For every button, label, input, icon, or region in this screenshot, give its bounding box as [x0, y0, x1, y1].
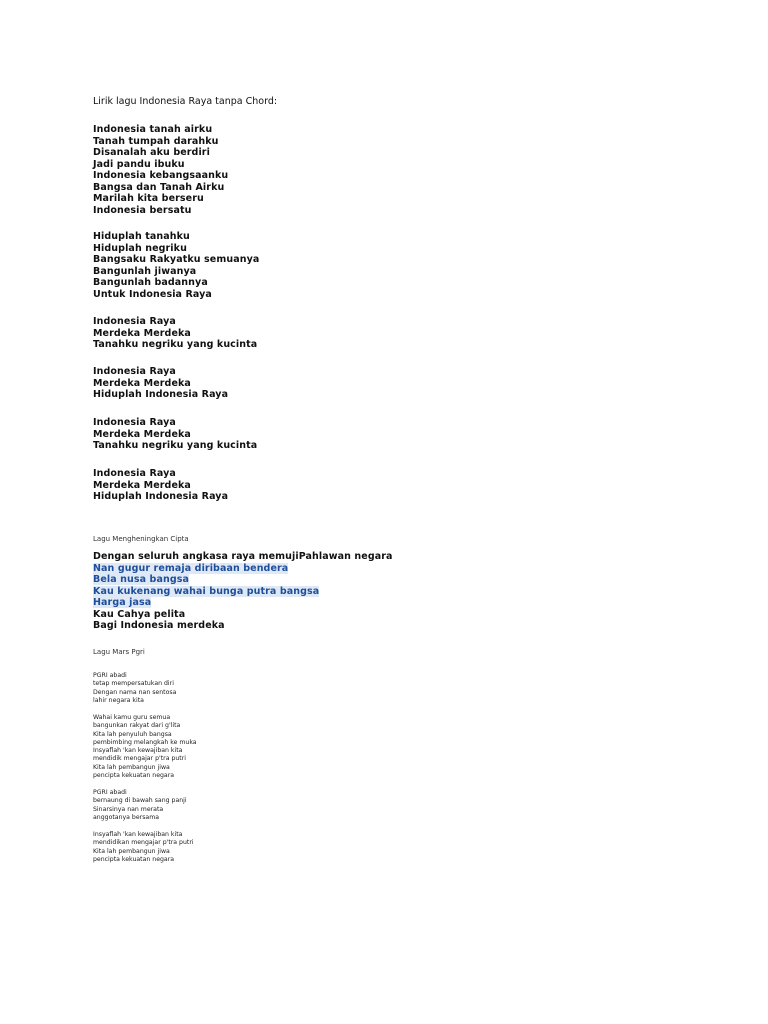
document-page — [93, 0, 733, 1024]
lyric-line: Insyaflah 'kan kewajiban kita — [93, 747, 183, 755]
lyric-line: Marilah kita berseru — [93, 193, 204, 204]
lyric-line: pembimbing melangkah ke muka — [93, 738, 197, 746]
lyric-line: Indonesia Raya — [93, 316, 176, 327]
lyric-line: Untuk Indonesia Raya — [93, 288, 212, 300]
lyric-line: Disanalah aku berdiri — [93, 147, 210, 158]
lyrics-stanza — [93, 417, 257, 452]
lyric-line: Kita lah penyuluh bangsa — [93, 730, 172, 738]
lyric-line — [93, 563, 393, 575]
lyric-line — [93, 597, 393, 609]
lyric-line: Indonesia tanah airku — [93, 124, 213, 135]
lyrics-stanza — [93, 124, 228, 216]
lyric-line: Bangunlah badannya — [93, 277, 208, 288]
lyric-line: Hiduplah Indonesia Raya — [93, 491, 229, 502]
lyric-line: Hiduplah Indonesia Raya — [93, 389, 229, 400]
lyric-line — [93, 620, 393, 632]
lyric-line: Kita lah pembangun jiwa — [93, 847, 170, 855]
lyric-line: pencipta kekuatan negara — [93, 855, 175, 863]
lyric-line: mendidik mengajar p'tra putri — [93, 755, 186, 763]
lyric-line: Insyaflah 'kan kewajiban kita — [93, 831, 183, 838]
lyric-line: Merdeka Merdeka — [93, 479, 191, 491]
lyric-line: Indonesia bersatu — [93, 204, 192, 216]
lyrics-stanza — [93, 231, 259, 300]
lyric-line: Merdeka Merdeka — [93, 327, 191, 339]
lyric-line-text: Dengan seluruh angkasa raya memujiPahlawan negara — [93, 551, 393, 562]
pgri-stanza — [93, 714, 197, 780]
lyric-line: Tanahku negriku yang kucinta — [93, 440, 258, 451]
pgri-stanza — [93, 789, 187, 822]
lyric-line — [93, 551, 393, 563]
lyric-line: bangunkan rakyat dari g'lita — [93, 722, 181, 730]
section-heading: Lagu Mengheningkan Cipta — [93, 535, 189, 543]
lyric-line: Wahai kamu guru semua — [93, 714, 171, 721]
lyric-line: tetap mempersatukan diri — [93, 680, 174, 688]
lyrics-stanza — [93, 366, 228, 401]
lyric-line-text: Kau Cahya pelita — [93, 608, 186, 620]
lyrics-stanza — [93, 468, 228, 503]
lyric-line: Hiduplah negriku — [93, 242, 187, 254]
lyric-line-text: Nan gugur remaja diribaan bendera — [93, 562, 289, 574]
lyric-line: PGRI abadi — [93, 672, 127, 679]
lyric-line: Indonesia Raya — [93, 417, 176, 428]
lyric-line: Kita lah pembangun jiwa — [93, 763, 170, 771]
lyric-line: Indonesia kebangsaanku — [93, 170, 229, 181]
lyric-line: lahir negara kita — [93, 696, 144, 704]
lyric-line: Merdeka Merdeka — [93, 377, 191, 389]
cipta-lyrics — [93, 551, 393, 632]
lyric-line-text: Kau kukenang wahai bunga putra bangsa — [93, 585, 320, 597]
lyric-line-text: Bela nusa bangsa — [93, 574, 189, 585]
lyric-line: Hiduplah tanahku — [93, 231, 190, 242]
lyric-line — [93, 574, 393, 586]
lyric-line: Sinarsinya nan merata — [93, 805, 164, 813]
lyric-line: Bangsaku Rakyatku semuanya — [93, 254, 260, 265]
lyric-line-text: Bagi Indonesia merdeka — [93, 620, 225, 631]
section-heading: Lagu Mars Pgri — [93, 648, 145, 656]
lyric-line: PGRI abadi — [93, 789, 127, 796]
lyric-line: Bangsa dan Tanah Airku — [93, 181, 225, 193]
lyric-line: Merdeka Merdeka — [93, 428, 191, 440]
lyrics-stanza — [93, 316, 257, 351]
pgri-stanza — [93, 831, 194, 864]
lyric-line: Bangunlah jiwanya — [93, 265, 197, 277]
lyric-line: Tanah tumpah darahku — [93, 135, 219, 147]
lyric-line: Tanahku negriku yang kucinta — [93, 339, 258, 350]
lyric-line: Jadi pandu ibuku — [93, 158, 185, 170]
document-title: Lirik lagu Indonesia Raya tanpa Chord: — [93, 96, 278, 107]
lyric-line: bernaung di bawah sang panji — [93, 797, 187, 805]
lyric-line: Indonesia Raya — [93, 366, 176, 377]
lyric-line: Indonesia Raya — [93, 468, 176, 479]
lyric-line — [93, 586, 393, 598]
lyric-line: Dengan nama nan sentosa — [93, 688, 177, 696]
lyric-line — [93, 609, 393, 621]
pgri-stanza — [93, 672, 176, 705]
lyric-line: mendidikan mengajar p'tra putri — [93, 839, 194, 847]
lyric-line-text: Harga jasa — [93, 597, 152, 608]
lyric-line: pencipta kekuatan negara — [93, 772, 175, 780]
lyric-line: anggotanya bersama — [93, 813, 160, 821]
